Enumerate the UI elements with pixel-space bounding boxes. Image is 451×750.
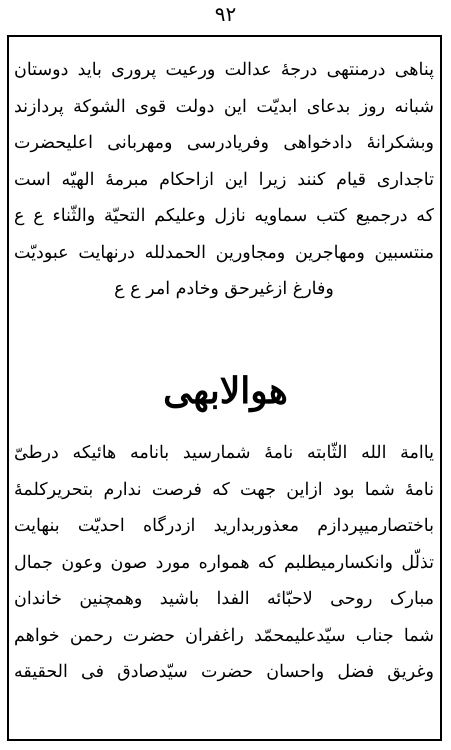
- text-line: تذلّل وانکسارمیطلبم که همواره مورد صون وعون جمال: [14, 552, 434, 573]
- text-line: تاجداری قیام کنند زیرا این ازاحکام مبرمهٔ الهیّه است: [14, 169, 434, 190]
- text-line: یاامة الله الثّابته نامهٔ شمارسید بانامه هائیکه درطیّ: [14, 443, 434, 463]
- text-line: وبشکرانهٔ دادخواهی وفریادرسی ومهربانی اعلیحضرت: [14, 133, 434, 153]
- text-line: شبانه روز بدعای ابدیّت این دولت قوی الشوکة پردازند: [14, 96, 434, 117]
- text-line: وفارغ ازغیرحق وخادم امر ع ع: [114, 279, 334, 299]
- text-line: شما جناب سیّدعلیمحمّد راغفران حضرت رحمن خواهم: [14, 625, 434, 646]
- paragraph-2: [14, 435, 434, 691]
- text-line: نامهٔ شما بود ازاین جهت که فرصت ندارم بتحریرکلمهٔ: [14, 479, 434, 500]
- section-heading: هوالابهی: [163, 370, 288, 412]
- text-line: وغریق فضل واحسان حضرت سیّدصادق فی الحقیقه: [14, 662, 434, 682]
- text-line: باختصارمیپردازم معذوربدارید ازدرگاه احدیّت بنهایت: [14, 516, 434, 536]
- text-line: پناهی درمنتهی درجهٔ عدالت ورعیت پروری باید دوستان: [14, 60, 434, 80]
- page-number: ۹۲: [214, 2, 237, 26]
- text-line: مبارک روحی لاحبّائه الفدا باشید وهمچنین خاندان: [14, 589, 434, 609]
- text-line: منتسبین ومهاجرین ومجاورین الحمدلله درنهایت عبودیّت: [14, 242, 434, 263]
- text-line: که درجمیع کتب سماویه نازل وعلیکم التحیّة والثّناء ع ع: [14, 206, 434, 226]
- paragraph-1: [14, 52, 434, 308]
